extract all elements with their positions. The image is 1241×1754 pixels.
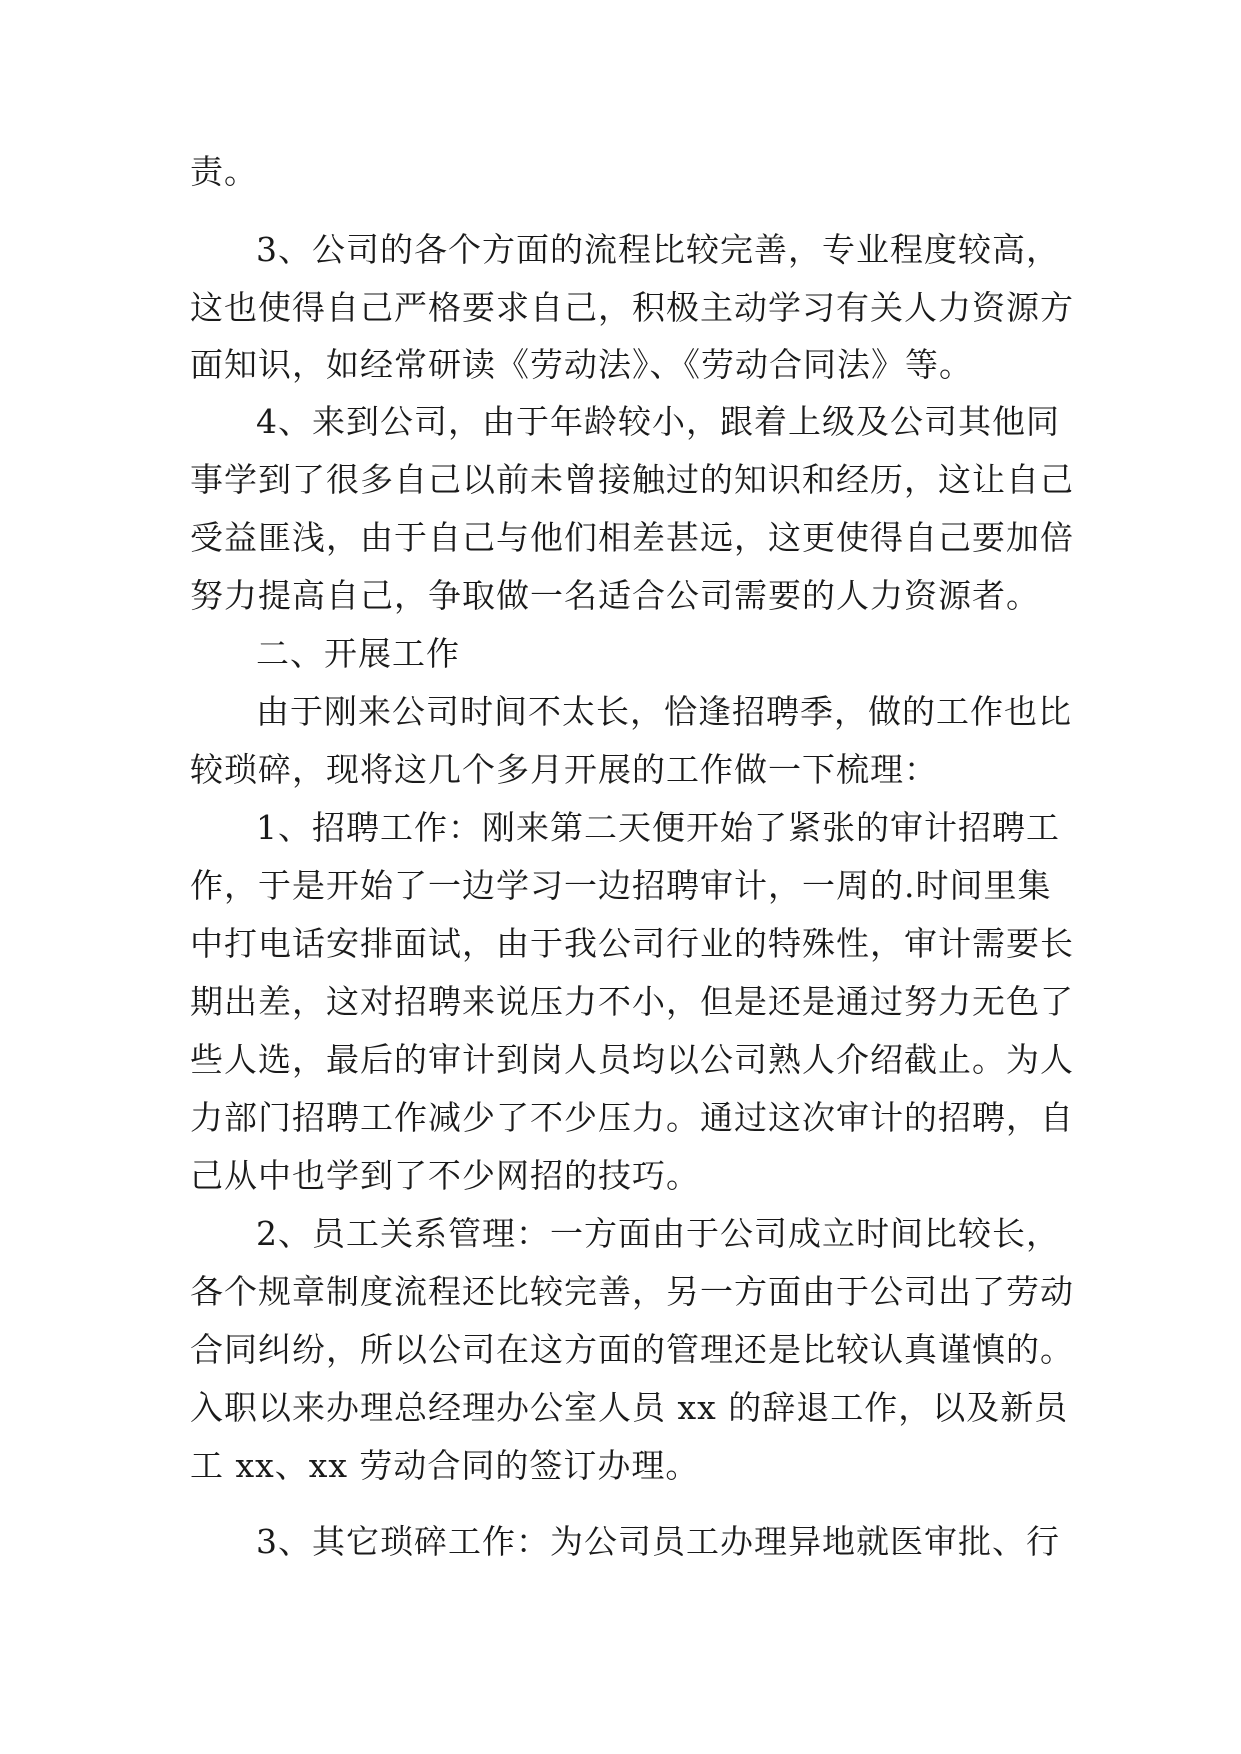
text-line: 入职以来办理总经理办公室人员 xx 的辞退工作，以及新员: [190, 1388, 1069, 1427]
text-line: 较琐碎，现将这几个多月开展的工作做一下梳理：: [190, 750, 938, 789]
text-line: 期出差，这对招聘来说压力不小，但是还是通过努力无色了: [190, 982, 1074, 1021]
text-line: 工 xx、xx 劳动合同的签订办理。: [190, 1446, 700, 1485]
text-line: 作，于是开始了一边学习一边招聘审计，一周的.时间里集: [190, 866, 1052, 905]
text-line: 3、公司的各个方面的流程比较完善，专业程度较高，: [256, 230, 1060, 269]
text-line: 合同纠纷，所以公司在这方面的管理还是比较认真谨慎的。: [190, 1330, 1074, 1369]
text-line: 各个规章制度流程还比较完善，另一方面由于公司出了劳动: [190, 1272, 1074, 1311]
text-line: 些人选，最后的审计到岗人员均以公司熟人介绍截止。为人: [190, 1040, 1074, 1079]
text-line: 2、员工关系管理：一方面由于公司成立时间比较长，: [256, 1214, 1060, 1253]
text-line: 这也使得自己严格要求自己，积极主动学习有关人力资源方: [190, 288, 1074, 327]
text-line: 努力提高自己，争取做一名适合公司需要的人力资源者。: [190, 576, 1040, 615]
text-line: 4、来到公司，由于年龄较小，跟着上级及公司其他同: [256, 402, 1060, 441]
section-heading: 二、开展工作: [256, 634, 460, 673]
text-line: 事学到了很多自己以前未曾接触过的知识和经历，这让自己: [190, 460, 1074, 499]
text-line: 由于刚来公司时间不太长，恰逢招聘季，做的工作也比: [256, 692, 1072, 731]
text-line: 1、招聘工作：刚来第二天便开始了紧张的审计招聘工: [256, 808, 1060, 847]
text-line: 3、其它琐碎工作：为公司员工办理异地就医审批、行: [256, 1522, 1060, 1561]
text-line: 中打电话安排面试，由于我公司行业的特殊性，审计需要长: [190, 924, 1074, 963]
text-line: 己从中也学到了不少网招的技巧。: [190, 1156, 700, 1195]
text-line: 力部门招聘工作减少了不少压力。通过这次审计的招聘，自: [190, 1098, 1074, 1137]
text-line: 面知识，如经常研读《劳动法》、《劳动合同法》等。: [190, 345, 973, 384]
text-line: 责。: [190, 152, 258, 191]
text-line: 受益匪浅，由于自己与他们相差甚远，这更使得自己要加倍: [190, 518, 1074, 557]
